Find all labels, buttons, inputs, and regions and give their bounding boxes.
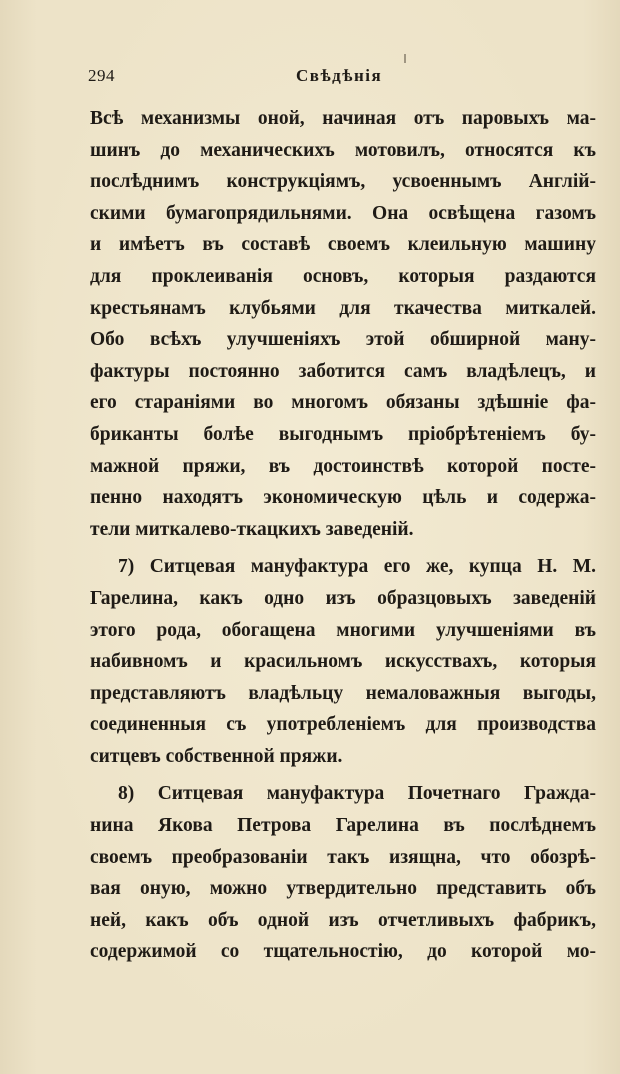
text-line: пенно находятъ экономическую цѣль и содержа- xyxy=(90,487,596,509)
text-line: своемъ преобразованіи такъ изящна, что обозрѣ- xyxy=(90,846,596,868)
text-line: фактуры постоянно заботится самъ владѣлецъ, и xyxy=(90,360,596,382)
text-line: 8) Ситцевая мануфактура Почетнаго Гражда- xyxy=(118,783,596,805)
page-number: 294 xyxy=(88,66,115,85)
running-head xyxy=(88,66,598,90)
text-line: ней, какъ объ одной изъ отчетливыхъ фабрикъ, xyxy=(90,909,596,931)
text-line: представляютъ владѣльцу немаловажныя выгоды, xyxy=(90,682,596,704)
text-line: и имѣетъ въ составѣ своемъ клеильную машину xyxy=(90,234,596,256)
text-line: для проклеиванія основъ, которыя раздаются xyxy=(90,265,596,287)
text-line: нина Якова Петрова Гарелина въ послѣднемъ xyxy=(90,815,596,837)
text-line: послѣднимъ конструкціямъ, усвоеннымъ Англій- xyxy=(90,171,596,193)
text-line: скими бумагопрядильнями. Она освѣщена газомъ xyxy=(90,202,596,224)
text-line: набивномъ и красильномъ искусствахъ, которыя xyxy=(90,651,596,673)
text-line: содержимой со тщательностію, до которой мо- xyxy=(90,941,596,963)
text-line: этого рода, обогащена многими улучшеніями въ xyxy=(90,619,596,641)
text-line: 7) Ситцевая мануфактура его же, купца Н. М. xyxy=(118,556,596,578)
paragraph-1 xyxy=(90,103,596,545)
text-line: тели миткалево-ткацкихъ заведеній. xyxy=(90,518,414,540)
text-line: крестьянамъ клубьями для ткачества миткалей. xyxy=(90,297,596,319)
text-line: соединенныя съ употребленіемъ для производства xyxy=(90,714,596,736)
text-line: Гарелина, какъ одно изъ образцовыхъ заведеній xyxy=(90,587,596,609)
print-mark xyxy=(404,54,406,63)
text-line: мажной пряжи, въ достоинствѣ которой посте- xyxy=(90,455,596,477)
text-line: бриканты болѣе выгоднымъ пріобрѣтеніемъ бу- xyxy=(90,423,596,445)
text-line: Всѣ механизмы оной, начиная отъ паровыхъ ма- xyxy=(90,108,596,129)
text-line: его стараніями во многомъ обязаны здѣшніе фа- xyxy=(90,392,596,414)
text-line: шинъ до механическихъ мотовилъ, относятся къ xyxy=(90,139,596,161)
paragraph-2 xyxy=(90,551,596,772)
running-title: Свѣдѣнія xyxy=(296,66,383,85)
text-line: Обо всѣхъ улучшеніяхъ этой обширной ману- xyxy=(90,329,596,351)
text-line: вая оную, можно утвердительно представить объ xyxy=(90,878,596,900)
paragraph-3 xyxy=(90,778,596,968)
body-text xyxy=(90,103,596,968)
text-line: ситцевъ собственной пряжи. xyxy=(90,745,343,767)
